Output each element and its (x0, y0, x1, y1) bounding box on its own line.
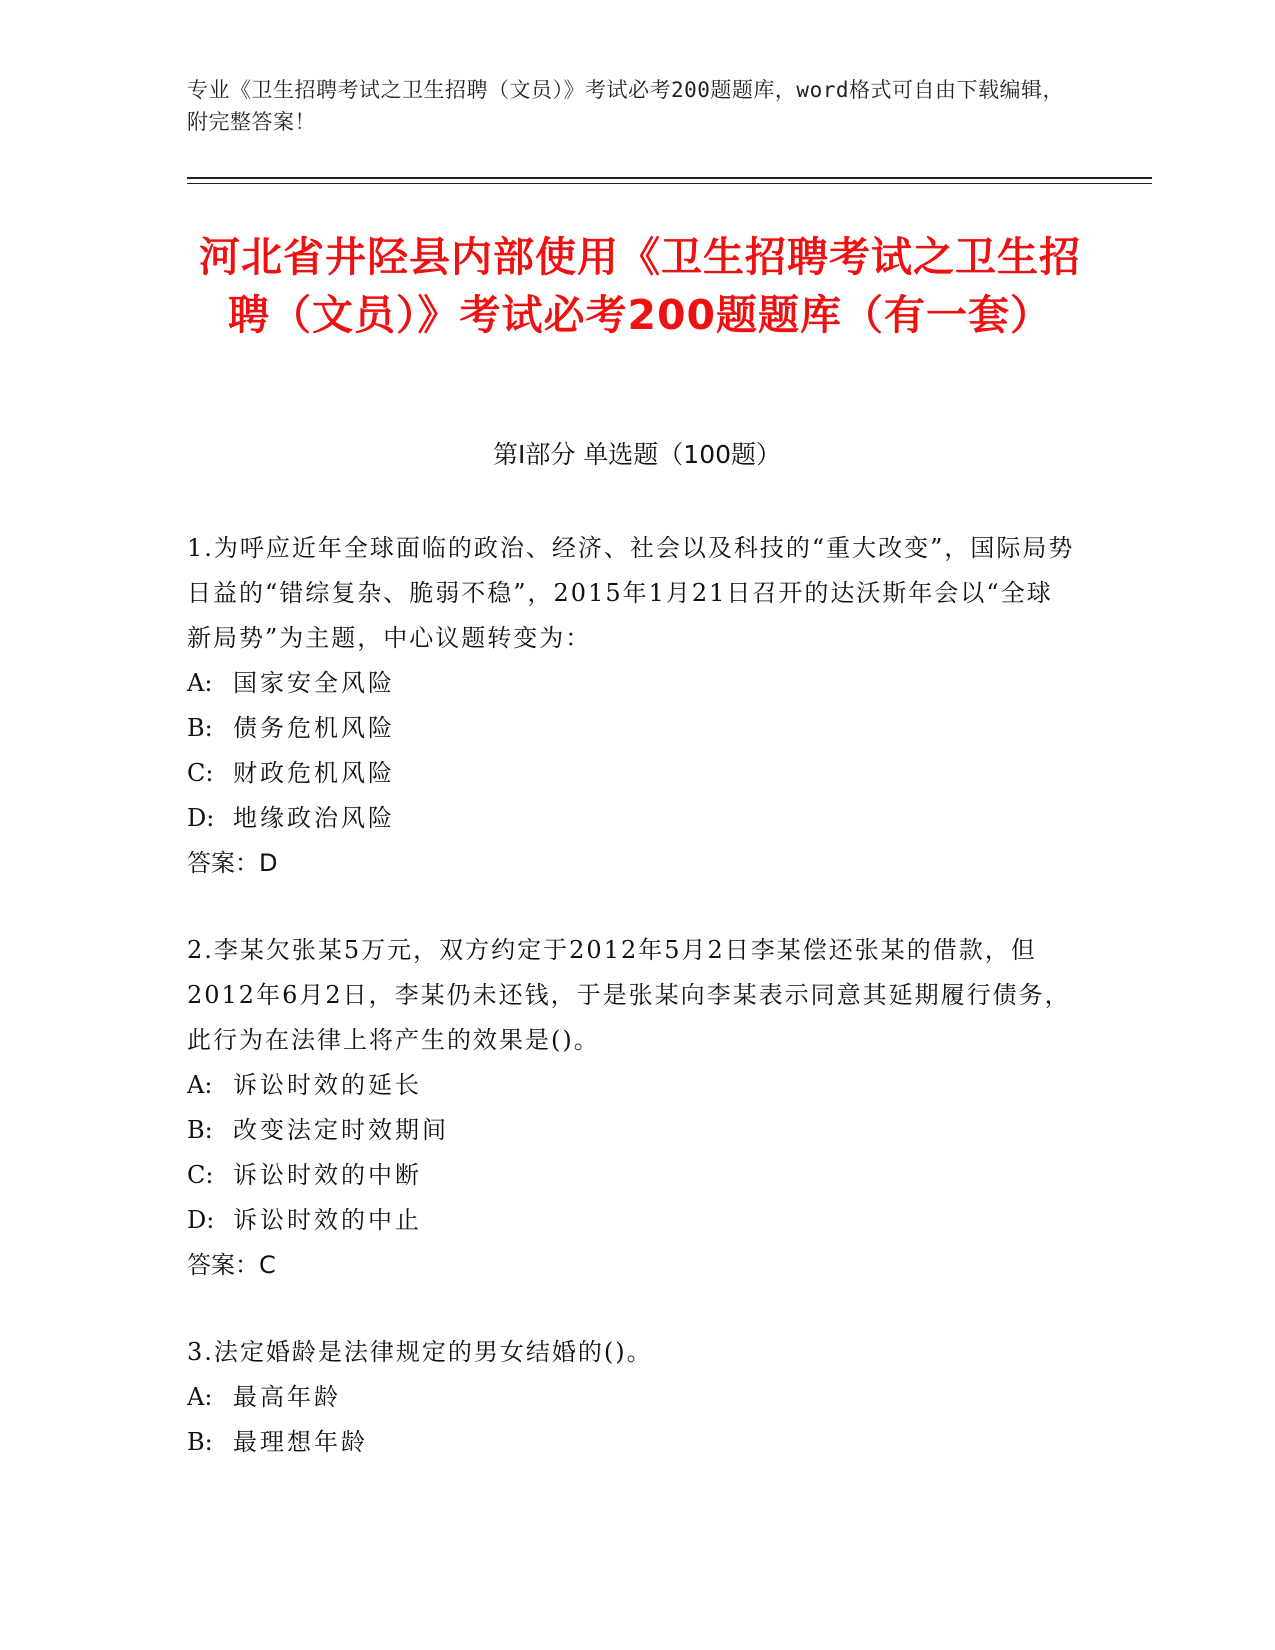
option-d (187, 1198, 1077, 1243)
option-d (187, 796, 1077, 841)
option-key: C: (187, 1161, 214, 1189)
option-key: A: (187, 669, 213, 697)
option-b (187, 706, 1077, 751)
option-a (187, 1063, 1077, 1108)
option-key: B: (187, 1116, 213, 1144)
answer-line: 答案：C (187, 1251, 276, 1279)
option-text: 诉讼时效的中断 (233, 1161, 422, 1189)
header-divider-thin (187, 183, 1152, 184)
option-text: 诉讼时效的延长 (233, 1071, 422, 1099)
option-key: D: (187, 1206, 215, 1234)
option-c (187, 1153, 1077, 1198)
question-2 (187, 928, 1077, 1288)
section-title: 第Ⅰ部分 单选题（100题） (492, 440, 782, 469)
option-text: 债务危机风险 (233, 714, 395, 742)
header-divider-thick (187, 177, 1152, 179)
option-text: 财政危机风险 (233, 759, 395, 787)
option-text: 最理想年龄 (233, 1428, 368, 1456)
option-b (187, 1108, 1077, 1153)
document-title: 河北省井陉县内部使用《卫生招聘考试之卫生招聘（文员）》考试必考200题题库（有一套） (199, 233, 1081, 339)
question-3 (187, 1330, 1077, 1465)
option-a (187, 1375, 1077, 1420)
header-note: 专业《卫生招聘考试之卫生招聘（文员）》考试必考200题题库，word格式可自由下载编辑，附完整答案！ (187, 78, 1064, 134)
question-stem: 2.李某欠张某5万元，双方约定于2012年5月2日李某偿还张某的借款，但2012年6月2日，李某仍未还钱，于是张某向李某表示同意其延期履行债务，此行为在法律上将产生的效果是()。 (187, 936, 1071, 1054)
question-1 (187, 526, 1077, 886)
question-stem: 3.法定婚龄是法律规定的男女结婚的()。 (187, 1338, 653, 1366)
option-a (187, 661, 1077, 706)
option-text: 诉讼时效的中止 (233, 1206, 422, 1234)
answer-line: 答案：D (187, 849, 278, 877)
option-key: C: (187, 759, 214, 787)
option-key: A: (187, 1383, 213, 1411)
question-list (187, 526, 1077, 1507)
option-key: B: (187, 1428, 213, 1456)
option-text: 国家安全风险 (233, 669, 395, 697)
option-key: A: (187, 1071, 213, 1099)
option-c (187, 751, 1077, 796)
option-key: B: (187, 714, 213, 742)
option-text: 最高年龄 (233, 1383, 341, 1411)
option-b (187, 1420, 1077, 1465)
question-stem: 1.为呼应近年全球面临的政治、经济、社会以及科技的“重大改变”，国际局势日益的“错综复杂、脆弱不稳”，2015年1月21日召开的达沃斯年会以“全球新局势”为主题，中心议题转变为： (187, 534, 1075, 652)
option-text: 改变法定时效期间 (233, 1116, 449, 1144)
option-text: 地缘政治风险 (233, 804, 395, 832)
option-key: D: (187, 804, 215, 832)
